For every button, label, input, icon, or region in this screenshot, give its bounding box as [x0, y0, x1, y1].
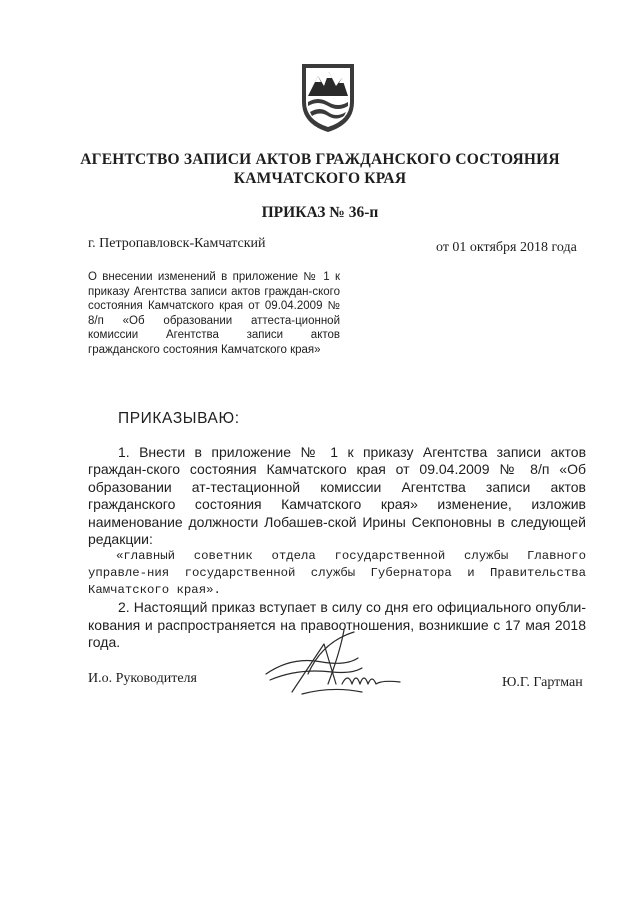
quote-paragraph: «главный советник отдела государственной службы Главного управле-ния государственной службы Губернатора и Правительства Камчатского края». — [88, 549, 586, 598]
paragraph-2: 2. Настоящий приказ вступает в силу со дня его официального опубли-кования и распространяется на правоотношения, возникшие с 17 мая 2018 года. — [88, 599, 586, 651]
paragraph-1: 1. Внести в приложение № 1 к приказу Агентства записи актов граждан-ского состояния Камчатского края от 09.04.2009 № 8/п «Об образовании ат-тестационной комиссии Агентства записи актов гражданского состояния Камчатского края» изменение, изложив наименование должности Лобашев-ской Ирины Секпоновны в следующей редакции: — [88, 444, 586, 548]
document-date: от 01 октября 2018 года — [436, 240, 577, 255]
order-subject: О внесении изменений в приложение № 1 к приказу Агентства записи актов граждан-ского состояния Камчатского края от 09.04.2009 № 8/п «Об образовании аттеста-ционной комиссии Агентства записи актов гражданского состояния Камчатского края» — [88, 271, 340, 356]
signer-name: Ю.Г. Гартман — [502, 675, 583, 690]
kamchatka-emblem-icon — [298, 58, 358, 134]
agency-name-line2: КАМЧАТСКОГО КРАЯ — [233, 170, 407, 187]
agency-name — [60, 150, 580, 188]
order-title: ПРИКАЗ № 36-п — [261, 204, 379, 221]
agency-name-line1: АГЕНТСТВО ЗАПИСИ АКТОВ ГРАЖДАНСКОГО СОСТОЯНИЯ — [80, 151, 560, 168]
signer-role: И.о. Руководителя — [88, 671, 197, 686]
city: г. Петропавловск-Камчатский — [88, 236, 266, 251]
handwritten-signature-icon — [262, 622, 412, 712]
order-body — [88, 444, 586, 652]
order-verb: ПРИКАЗЫВАЮ: — [118, 410, 240, 427]
